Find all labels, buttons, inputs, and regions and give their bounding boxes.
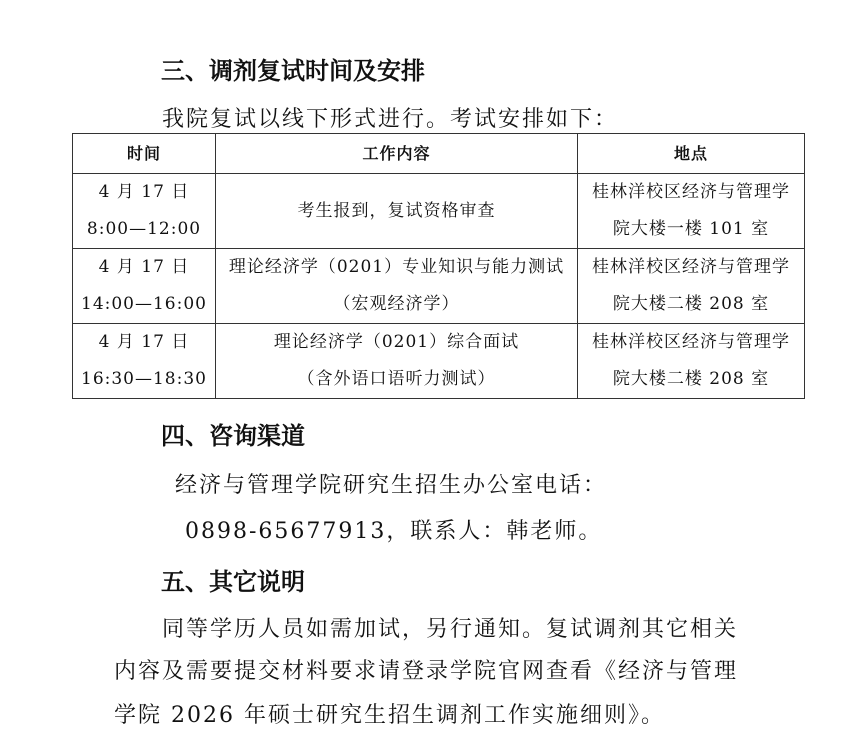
notes-line-2: 内容及需要提交材料要求请登录学院官网查看《经济与管理 [114, 659, 739, 684]
place-line: 桂林洋校区经济与管理学 [592, 257, 790, 277]
cell-time [73, 324, 216, 399]
place-line: 桂林洋校区经济与管理学 [592, 182, 790, 202]
cell-time [73, 174, 216, 249]
header-place: 地点 [578, 134, 805, 174]
time-date: 4 月 17 日 [98, 182, 190, 202]
cell-content [216, 249, 578, 324]
notes-line-3: 学院 2026 年硕士研究生招生调剂工作实施细则》。 [114, 703, 665, 728]
cell-place [578, 249, 805, 324]
header-content: 工作内容 [216, 134, 578, 174]
table-row [73, 174, 805, 249]
time-date: 4 月 17 日 [98, 332, 190, 352]
content-line: 考生报到，复试资格审查 [297, 200, 496, 221]
cell-time [73, 249, 216, 324]
table-row [73, 249, 805, 324]
section4-heading: 四、咨询渠道 [161, 422, 305, 450]
content-line: 理论经济学（0201）专业知识与能力测试 [228, 257, 565, 277]
contact-phone: 0898-65677913，联系人：韩老师。 [185, 519, 603, 544]
time-date: 4 月 17 日 [98, 257, 190, 277]
table-row [73, 324, 805, 399]
time-range: 14:00—16:00 [81, 294, 207, 314]
content-line: 理论经济学（0201）综合面试 [273, 332, 520, 352]
header-time: 时间 [73, 134, 216, 174]
content-line: （宏观经济学） [333, 294, 460, 314]
section3-heading: 三、调剂复试时间及安排 [161, 57, 425, 85]
time-range: 8:00—12:00 [86, 219, 202, 239]
section5-heading: 五、其它说明 [161, 568, 305, 596]
cell-content [216, 324, 578, 399]
contact-office: 经济与管理学院研究生招生办公室电话： [175, 473, 608, 498]
table-header-row [73, 134, 805, 174]
content-line: （含外语口语听力测试） [297, 369, 496, 389]
schedule-table [72, 133, 805, 399]
cell-place [578, 174, 805, 249]
cell-place [578, 324, 805, 399]
time-range: 16:30—18:30 [81, 369, 207, 389]
place-line: 院大楼二楼 208 室 [612, 294, 770, 314]
cell-content [216, 174, 578, 249]
place-line: 桂林洋校区经济与管理学 [592, 332, 790, 352]
place-line: 院大楼二楼 208 室 [612, 369, 770, 389]
notes-line-1: 同等学历人员如需加试，另行通知。复试调剂其它相关 [162, 617, 739, 642]
place-line: 院大楼一楼 101 室 [612, 219, 770, 239]
section3-intro: 我院复试以线下形式进行。考试安排如下： [162, 107, 619, 132]
